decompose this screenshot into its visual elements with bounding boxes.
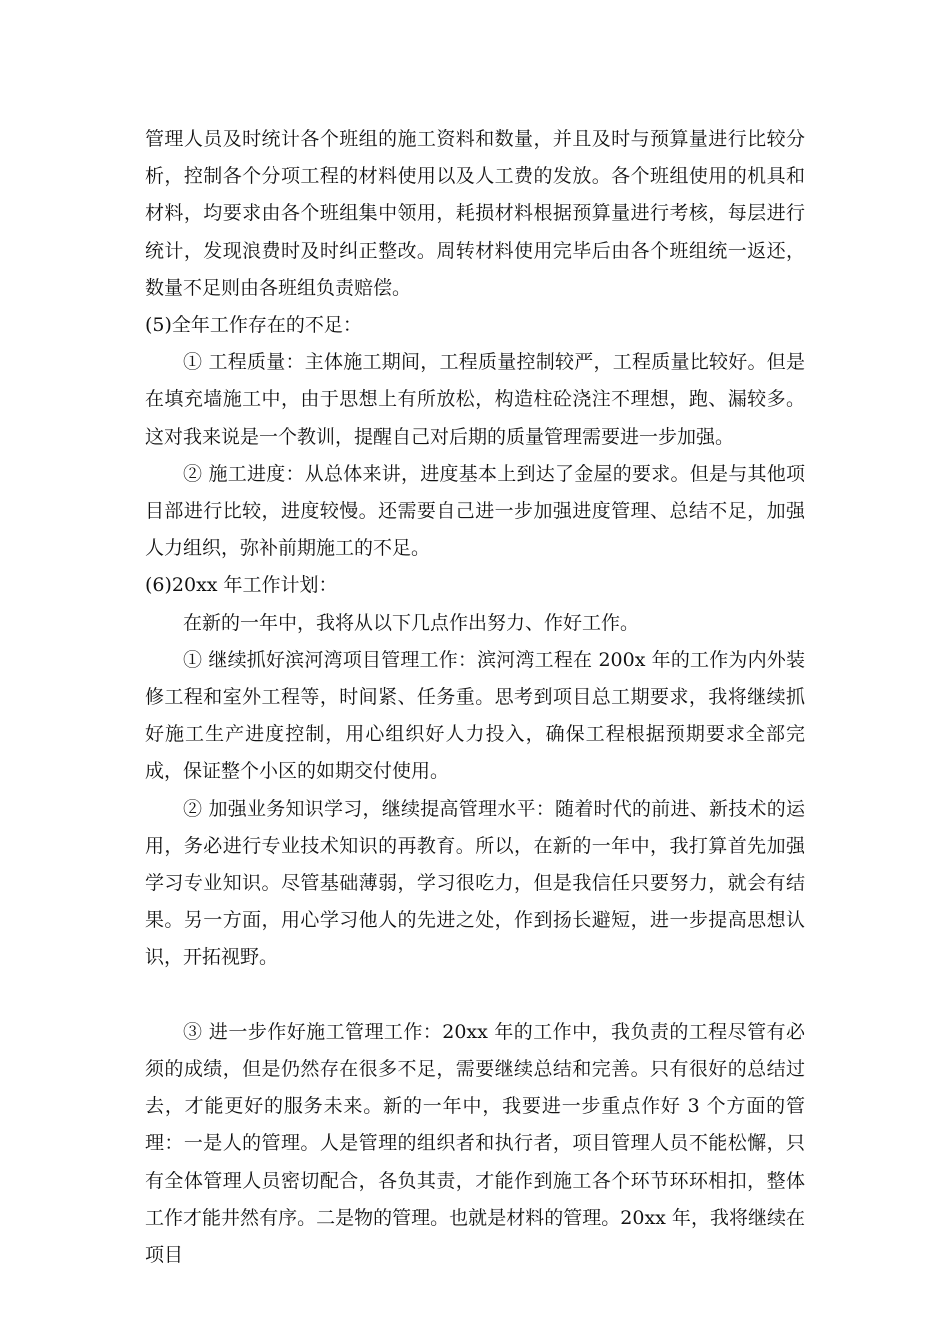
paragraph-progress: ② 施工进度：从总体来讲，进度基本上到达了金屋的要求。但是与其他项目部进行比较，进度较慢。还需要自己进一步加强进度管理、总结不足，加强人力组织，弥补前期施工的不足。 <box>145 462 805 560</box>
paragraph-quality: ① 工程质量：主体施工期间，工程质量控制较严，工程质量比较好。但是在填充墙施工中，由于思想上有所放松，构造柱砼浇注不理想，跑、漏较多。这对我来说是一个教训，提醒自己对后期的质量管理需要进一步加强。 <box>145 351 805 448</box>
document-body <box>145 121 805 1274</box>
paragraph-material-management: 管理人员及时统计各个班组的施工资料和数量，并且及时与预算量进行比较分析，控制各个分项工程的材料使用以及人工费的发放。各个班组使用的机具和材料，均要求由各个班组集中领用，耗损材料根据预算量进行考核，每层进行统计，发现浪费时及时纠正整改。周转材料使用完毕后由各个班组统一返还，数量不足则由各班组负责赔偿。 <box>145 128 805 299</box>
paragraph-plan-item-2: ② 加强业务知识学习，继续提高管理水平：随着时代的前进、新技术的运用，务必进行专业技术知识的再教育。所以，在新的一年中，我打算首先加强学习专业知识。尽管基础薄弱，学习很吃力，但是我信任只要努力，就会有结果。另一方面，用心学习他人的先进之处，作到扬长避短，进一步提高思想认识，开拓视野。 <box>145 797 805 969</box>
paragraph-spacer <box>145 977 805 1014</box>
heading-shortcomings: (5)全年工作存在的不足： <box>145 314 362 337</box>
paragraph-plan-item-1: ① 继续抓好滨河湾项目管理工作：滨河湾工程在 200x 年的工作为内外装修工程和室外工程等，时间紧、任务重。思考到项目总工期要求，我将继续抓好施工生产进度控制，用心组织好人力投入，确保工程根据预期要求全部完成，保证整个小区的如期交付使用。 <box>145 648 805 783</box>
paragraph-plan-item-3: ③ 进一步作好施工管理工作：20xx 年的工作中，我负责的工程尽管有必须的成绩，但是仍然存在很多不足，需要继续总结和完善。只有很好的总结过去，才能更好的服务未来。新的一年中，我要进一步重点作好 3 个方面的管理：一是人的管理。人是管理的组织者和执行者，项目管理人员不能松懈，只有全体管理人员密切配合，各负其责，才能作到施工各个环节环环相扣，整体工作才能井然有序。二是物的管理。也就是材料的管理。20xx 年，我将继续在项目 <box>145 1020 805 1267</box>
paragraph-plan-intro: 在新的一年中，我将从以下几点作出努力、作好工作。 <box>183 611 640 634</box>
heading-work-plan: (6)20xx 年工作计划： <box>145 574 338 597</box>
